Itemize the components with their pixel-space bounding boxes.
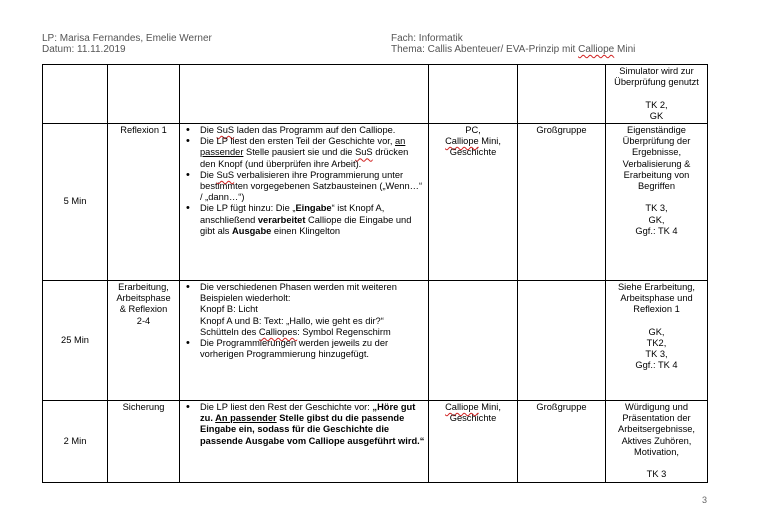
cell-medien (429, 65, 518, 124)
cell-medien: Calliope Mini, Geschichte (429, 401, 518, 483)
cell-zeit (43, 65, 108, 124)
page-number: 3 (701, 495, 707, 505)
kompetenz-line: Überprüfung genutzt (614, 77, 699, 88)
verlauf-list (183, 282, 425, 360)
table-row (43, 65, 708, 124)
verlauf-list (183, 402, 425, 447)
lesson-plan-table (42, 64, 708, 483)
cell-kompetenz: Eigenständige Überprüfung der Ergebnisse, Verbalisierung & Erarbeitung von Begriffen TK 3, GK, Ggf.: TK 4 (606, 124, 708, 281)
verlauf-list (183, 125, 425, 237)
list-item: • Die Programmierungen werden jeweils zu der vorherigen Programmierung hinzugefügt. (200, 338, 425, 360)
kompetenz-line: GK (649, 110, 664, 121)
cell-phase: Erarbeitung, Arbeitsphase & Reflexion 2-4 (108, 281, 180, 401)
table-row (43, 281, 708, 401)
cell-sozialform: Großgruppe (518, 401, 606, 483)
list-item: • Die SuS verbalisieren ihre Programmierung unter bestimmten vorgegebenen Satzbausteinen („Wenn…“ / „dann…“) (200, 170, 425, 204)
cell-verlauf (180, 65, 429, 124)
list-item: • Die LP liest den Rest der Geschichte vor: „Höre gut zu. An passender Stelle gibst du die passende Eingabe ein, sodass für die Geschichte die passende Ausgabe vom Calliope ausgeführt wird.“ (200, 402, 425, 447)
cell-kompetenz: Siehe Erarbeitung, Arbeitsphase und Reflexion 1 GK, TK2, TK 3, Ggf.: TK 4 (606, 281, 708, 401)
cell-kompetenz: Würdigung und Präsentation der Arbeitsergebnisse, Aktives Zuhören, Motivation, TK 3 (606, 401, 708, 483)
header-thema (391, 44, 635, 56)
kompetenz-line: Simulator wird zur (619, 66, 694, 76)
cell-sozialform (518, 65, 606, 124)
header-thema-calliope: Calliope (578, 44, 615, 55)
cell-phase: Sicherung (108, 401, 180, 483)
header-lp: LP: Marisa Fernandes, Emelie Werner (42, 33, 212, 44)
header-thema-suffix: Mini (614, 44, 636, 55)
header-thema-prefix: Thema: Callis Abenteuer/ EVA-Prinzip mit (391, 44, 579, 55)
table-row (43, 124, 708, 281)
table-row (43, 401, 708, 483)
cell-medien (429, 281, 518, 401)
kompetenz-line (609, 88, 704, 99)
cell-verlauf (180, 401, 429, 483)
header-datum: Datum: 11.11.2019 (42, 44, 126, 55)
header-fach: Fach: Informatik (391, 33, 463, 44)
cell-sozialform (518, 281, 606, 401)
list-item: • Die LP liest den ersten Teil der Geschichte vor, an passender Stelle pausiert sie und die SuS drücken den Knopf (und überprüfen ihre Arbeit). (200, 136, 425, 170)
cell-kompetenz (606, 65, 708, 124)
cell-zeit: 5 Min (43, 124, 108, 281)
cell-sozialform: Großgruppe (518, 124, 606, 281)
cell-zeit: 2 Min (43, 401, 108, 483)
cell-verlauf (180, 281, 429, 401)
cell-verlauf (180, 124, 429, 281)
cell-medien: PC, Calliope Mini, Geschichte (429, 124, 518, 281)
kompetenz-line: TK 2, (645, 99, 668, 110)
list-item: • Die LP fügt hinzu: Die „Eingabe“ ist Knopf A, anschließend verarbeitet Calliope die Eingabe und gibt als Ausgabe einen Klingelton (200, 203, 425, 237)
cell-phase (108, 65, 180, 124)
list-item: • Die verschiedenen Phasen werden mit weiteren Beispielen wiederholt: Knopf B: Licht Knopf A und B: Text: „Hallo, wie geht es dir?“ Schütteln des Calliopes: Symbol Regenschirm (200, 282, 425, 338)
list-item: • Die SuS laden das Programm auf den Calliope. (200, 125, 425, 136)
cell-zeit: 25 Min (43, 281, 108, 401)
cell-phase: Reflexion 1 (108, 124, 180, 281)
